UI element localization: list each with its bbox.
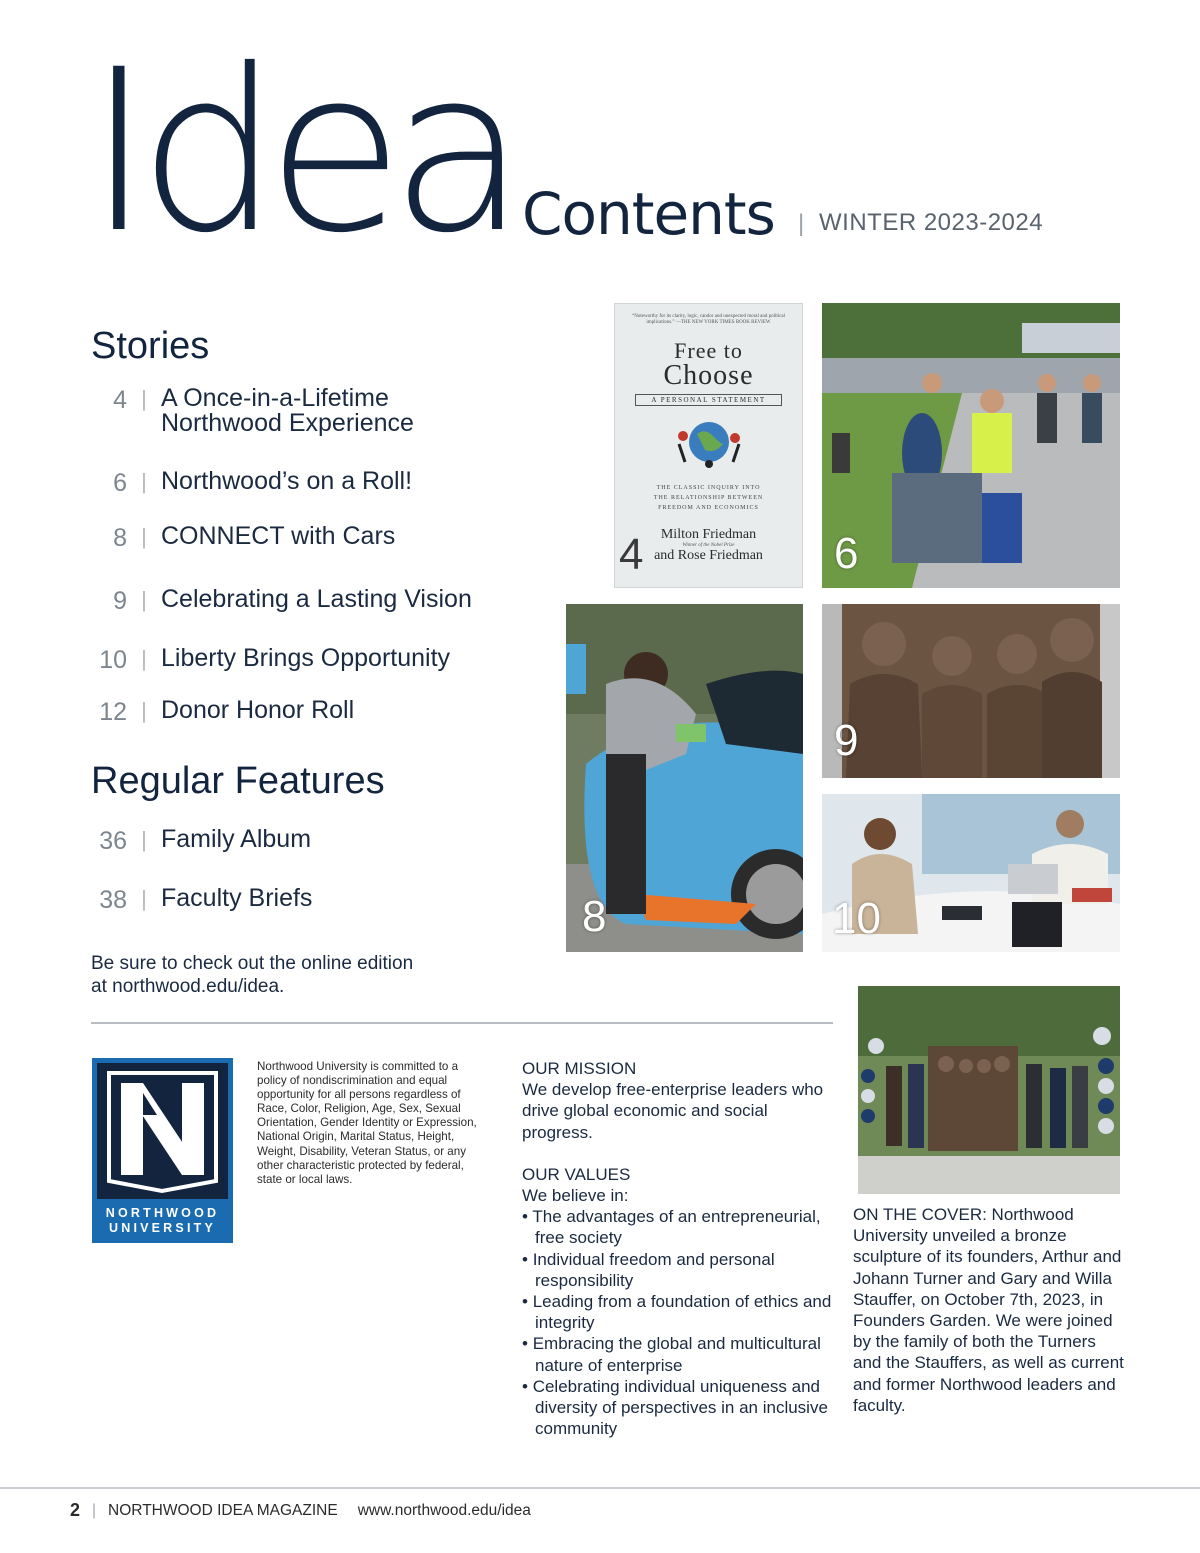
values-list-item: • Individual freedom and personal responsibility bbox=[522, 1249, 775, 1290]
values-list-item: • Celebrating individual uniqueness and diversity of perspectives in an inclusive community bbox=[522, 1376, 828, 1439]
issue-date: WINTER 2023-2024 bbox=[819, 209, 1044, 236]
photo-page-number: 9 bbox=[834, 716, 859, 765]
cover-unveiling-photo-image bbox=[858, 986, 1120, 1194]
toc-item-feature-38[interactable] bbox=[91, 886, 312, 915]
values-intro: We believe in: bbox=[522, 1186, 629, 1206]
photo-page-number: 4 bbox=[619, 530, 644, 579]
toc-page-number: 6 bbox=[113, 469, 127, 497]
move-in-photo[interactable] bbox=[822, 303, 1120, 588]
masthead-title: Idea bbox=[86, 21, 514, 282]
issue-separator: | bbox=[798, 210, 805, 237]
mission-text: We develop free-enterprise leaders who drive global economic and social progress. bbox=[522, 1080, 824, 1142]
book-tagline-2: THE RELATIONSHIP BETWEEN bbox=[653, 495, 764, 501]
footer-divider bbox=[0, 1487, 1200, 1489]
values-list-item: • Embracing the global and multicultural nature of enterprise bbox=[522, 1334, 821, 1375]
toc-divider: | bbox=[141, 827, 147, 852]
photo-page-number: 6 bbox=[834, 529, 859, 578]
meeting-photo[interactable] bbox=[822, 794, 1120, 952]
toc-item-story-4[interactable] bbox=[91, 386, 414, 436]
book-tagline-3: FREEDOM AND ECONOMICS bbox=[658, 505, 759, 511]
footer-page-number: 2 bbox=[70, 1500, 81, 1520]
toc-title: Celebrating a Lasting Vision bbox=[161, 585, 472, 613]
toc-divider: | bbox=[141, 469, 147, 494]
mission-values-block bbox=[522, 1058, 832, 1439]
toc-title: Liberty Brings Opportunity bbox=[161, 644, 451, 672]
logo-line-2: UNIVERSITY bbox=[108, 1221, 216, 1235]
photo-page-number: 8 bbox=[582, 892, 607, 941]
car-detailing-photo[interactable] bbox=[566, 604, 803, 952]
values-list-item: • The advantages of an entrepreneurial, free society bbox=[522, 1207, 821, 1248]
sculpture-photo-image bbox=[822, 604, 1120, 778]
toc-item-story-10[interactable] bbox=[91, 646, 450, 675]
nondiscrimination-statement: Northwood University is committed to a policy of nondiscrimination and equal opportunity for all persons regardless of Race, Color, Religion, Age, Sex, Sexual Orientation, Gender Identity or Expression, National Origin, Marital Status, Height, Weight, Disability, Veteran Status, or any other characteristic protected by federal, state or local laws. bbox=[257, 1060, 477, 1186]
toc-item-story-9[interactable] bbox=[91, 587, 472, 616]
toc-divider: | bbox=[141, 886, 147, 911]
online-edition-note: Be sure to check out the online edition at northwood.edu/idea. bbox=[91, 953, 414, 997]
features-heading: Regular Features bbox=[91, 760, 385, 802]
values-item-text: Individual freedom and personal responsibility bbox=[532, 1249, 775, 1290]
book-title-line1: Free to bbox=[674, 338, 743, 363]
toc-title: Northwood’s on a Roll! bbox=[161, 467, 413, 495]
toc-title: Donor Honor Roll bbox=[161, 696, 355, 724]
toc-item-story-8[interactable] bbox=[91, 524, 395, 553]
toc-title bbox=[161, 386, 414, 436]
footer-publication: NORTHWOOD IDEA MAGAZINE bbox=[108, 1501, 338, 1519]
toc-page-number: 38 bbox=[99, 886, 127, 914]
toc-title-line2: Northwood Experience bbox=[161, 409, 414, 437]
values-list-item: • Leading from a foundation of ethics and integrity bbox=[522, 1292, 832, 1333]
toc-page-number: 36 bbox=[99, 827, 127, 855]
values-item-text: The advantages of an entrepreneurial, free society bbox=[532, 1207, 821, 1248]
book-title-line2: Choose bbox=[663, 360, 754, 391]
toc-item-story-6[interactable] bbox=[91, 469, 412, 498]
toc-page-number: 9 bbox=[113, 587, 127, 615]
toc-title: Faculty Briefs bbox=[161, 884, 313, 912]
values-heading: OUR VALUES bbox=[522, 1164, 631, 1184]
book-tagline-1: THE CLASSIC INQUIRY INTO bbox=[656, 485, 761, 491]
toc-page-number: 8 bbox=[113, 524, 127, 552]
toc-title: CONNECT with Cars bbox=[161, 522, 396, 550]
cover-caption: ON THE COVER: Northwood University unveiled a bronze sculpture of its founders, Arthur and Johann Turner and Gary and Willa Stauffer, on October 7th, 2023, in Founders Garden. We were joined by the family of both the Turners and the Stauffers, as well as current and former Northwood leaders and faculty. bbox=[853, 1205, 1124, 1415]
nu-monogram-icon bbox=[97, 1063, 228, 1199]
toc-divider: | bbox=[141, 524, 147, 549]
toc-page-number: 12 bbox=[99, 698, 127, 726]
toc-item-feature-36[interactable] bbox=[91, 827, 311, 856]
book-blurb: “Noteworthy for its clarity, logic, candor and unexpected moral and political implications.” —THE NEW YORK TIMES BOOK REVIEW bbox=[632, 314, 785, 325]
toc-divider: | bbox=[141, 587, 147, 612]
toc-item-story-12[interactable] bbox=[91, 698, 354, 727]
book-author-2: and Rose Friedman bbox=[654, 548, 763, 563]
book-cover-photo[interactable] bbox=[614, 303, 803, 588]
move-in-photo-image bbox=[822, 303, 1120, 588]
globe-illustration bbox=[669, 414, 749, 470]
footer-url-link[interactable]: www.northwood.edu/idea bbox=[357, 1501, 531, 1519]
section-title: Contents bbox=[522, 180, 775, 248]
footer-separator: | bbox=[92, 1501, 97, 1519]
toc-title-line1: A Once-in-a-Lifetime bbox=[161, 384, 389, 412]
page-footer bbox=[70, 1500, 531, 1521]
stories-heading: Stories bbox=[91, 325, 210, 367]
toc-page-number: 4 bbox=[113, 386, 127, 414]
toc-divider: | bbox=[141, 698, 147, 723]
book-author-1: Milton Friedman bbox=[660, 527, 757, 542]
logo-line-1: NORTHWOOD bbox=[105, 1206, 220, 1220]
toc-page-number: 10 bbox=[99, 646, 127, 674]
toc-title: Family Album bbox=[161, 825, 312, 853]
section-divider bbox=[91, 1022, 833, 1024]
cover-unveiling-photo[interactable] bbox=[858, 986, 1120, 1194]
values-item-text: Leading from a foundation of ethics and integrity bbox=[532, 1292, 832, 1333]
values-item-text: Embracing the global and multicultural nature of enterprise bbox=[532, 1334, 821, 1375]
book-subtitle: A PERSONAL STATEMENT bbox=[635, 394, 782, 406]
mission-heading: OUR MISSION bbox=[522, 1059, 637, 1078]
sculpture-photo[interactable] bbox=[822, 604, 1120, 778]
toc-divider: | bbox=[141, 386, 147, 411]
photo-page-number: 10 bbox=[832, 894, 881, 943]
northwood-university-logo bbox=[92, 1058, 233, 1243]
values-item-text: Celebrating individual uniqueness and diversity of perspectives in an inclusive community bbox=[532, 1376, 828, 1439]
book-author-1-note: Winner of the Nobel Prize bbox=[682, 543, 735, 548]
toc-divider: | bbox=[141, 646, 147, 671]
